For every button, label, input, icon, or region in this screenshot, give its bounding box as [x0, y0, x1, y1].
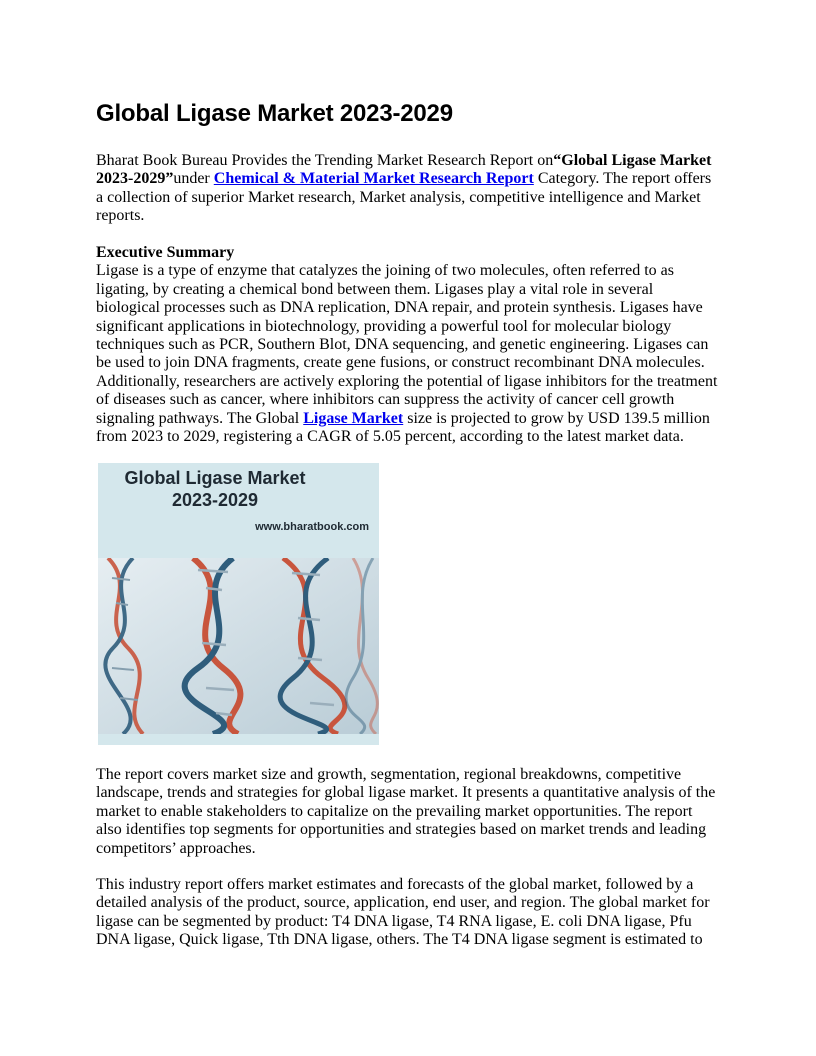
cover-title-line-1: Global Ligase Market [124, 468, 306, 488]
market-coverage-paragraph: The report covers market size and growth, segmentation, regional breakdowns, competitive landscape, trends and strategies for global ligase market. It presents a quantitative analysis of the market to enable stakeholders to capitalize on the prevailing market opportunities. The report also identifies top segments for opportunities and strategies based on market trends and leading competitors’ approaches. [96, 766, 716, 857]
executive-summary [96, 244, 720, 446]
cover-title [98, 467, 332, 511]
intro-text-3: under [173, 170, 214, 188]
summary-text-1: Ligase is a type of enzyme that catalyzes the joining of two molecules, often referred to as ligating, by creating a chemical bond between them. Ligases play a vital role in several biological processes such as DNA replication, DNA repair, and protein synthesis. Ligases have significant applications in biotechnology, providing a powerful tool for molecular biology techniques such as PCR, Southern Blot, DNA sequencing, and genetic engineering. Ligases can be used to join DNA fragments, create gene fusions, or construct recombinant DNA molecules. Additionally, researchers are actively exploring the potential of ligase inhibitors for the treatment of diseases such as cancer, where inhibitors can suppress the activity of cancer cell growth signaling pathways. The Global [96, 262, 718, 427]
intro-text-1: Bharat Book Bureau Provides the Trending Market Research Report on [96, 152, 554, 169]
cover-title-line-2: 2023-2029 [171, 490, 259, 510]
dna-helix-illustration [98, 558, 379, 734]
intro-text-4: Category. The report offers a collection of superior Market research, Market analysis, competitive intelligence and Market reports. [96, 170, 712, 225]
ligase-market-link[interactable]: Ligase Market [303, 409, 404, 427]
industry-report-paragraph: This industry report offers market estimates and forecasts of the global market, followed by a detailed analysis of the product, source, application, end user, and region. The global market for ligase can be segmented by product: T4 DNA ligase, T4 RNA ligase, E. coli DNA ligase, Pfu DNA ligase, Quick ligase, Tth DNA ligase, others. The T4 DNA ligase segment is estimated to [96, 876, 710, 949]
report-cover-image [98, 463, 379, 745]
executive-summary-heading: Executive Summary [96, 244, 235, 261]
summary-text-2: size is projected to grow by USD 139.5 million from 2023 to 2029, registering a CAGR of 5.05 percent, according to the latest market data. [96, 409, 710, 446]
intro-paragraph [96, 152, 720, 226]
cover-website: www.bharatbook.com [255, 521, 369, 533]
category-link[interactable]: Chemical & Material Market Research Report [213, 170, 534, 188]
page-title: Global Ligase Market 2023-2029 [96, 100, 453, 127]
intro-report-name: “Global Ligase Market 2023-2029” [96, 152, 712, 188]
